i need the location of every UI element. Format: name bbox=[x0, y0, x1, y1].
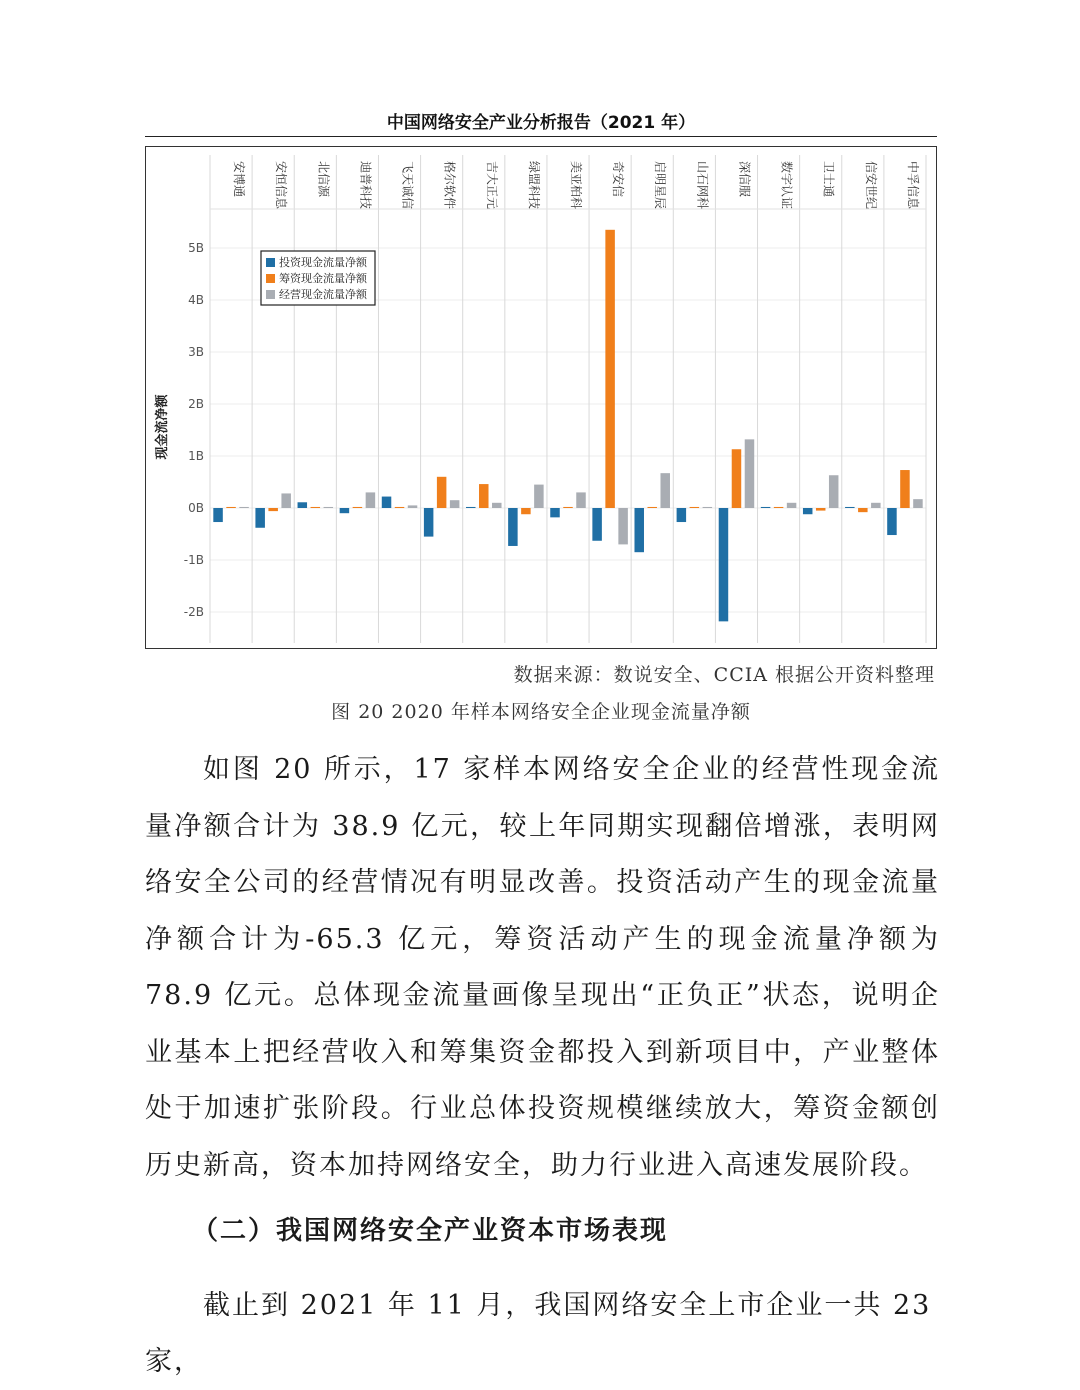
cash-flow-chart bbox=[145, 146, 937, 649]
bar-financing bbox=[437, 477, 447, 508]
bar-operating bbox=[450, 500, 460, 508]
category-label: 信安世纪 bbox=[863, 161, 878, 210]
bar-financing bbox=[690, 507, 700, 508]
category-label: 安恒信息 bbox=[274, 161, 289, 210]
bar-operating bbox=[660, 473, 670, 508]
category-label: 绿盟科技 bbox=[526, 161, 541, 210]
body-paragraph-2: 截止到 2021 年 11 月，我国网络安全上市企业一共 23 家， bbox=[145, 1290, 932, 1377]
bar-financing bbox=[268, 508, 278, 511]
bar-investing bbox=[634, 508, 644, 552]
bar-investing bbox=[719, 508, 729, 621]
chart-svg bbox=[146, 147, 935, 647]
legend-swatch bbox=[266, 258, 275, 267]
legend-swatch bbox=[266, 290, 275, 299]
bar-investing bbox=[382, 497, 392, 508]
bar-operating bbox=[703, 507, 713, 508]
bar-financing bbox=[858, 508, 868, 512]
bar-investing bbox=[845, 507, 855, 508]
bar-financing bbox=[521, 508, 531, 514]
figure-caption: 图 20 2020 年样本网络安全企业现金流量净额 bbox=[331, 701, 751, 723]
bar-financing bbox=[226, 507, 236, 508]
y-tick-label: 5B bbox=[188, 241, 204, 255]
legend-swatch bbox=[266, 274, 275, 283]
bar-investing bbox=[340, 508, 350, 513]
bar-investing bbox=[466, 507, 476, 508]
category-label: 卫士通 bbox=[821, 161, 836, 198]
y-tick-label: 1B bbox=[188, 449, 204, 463]
bar-investing bbox=[424, 508, 434, 537]
legend-entry: 筹资现金流量净额 bbox=[279, 272, 367, 285]
bar-operating bbox=[408, 505, 418, 508]
bar-financing bbox=[311, 507, 321, 508]
bar-financing bbox=[395, 507, 405, 508]
category-label: 吉大正元 bbox=[484, 161, 499, 210]
bar-financing bbox=[647, 507, 657, 508]
category-label: 启明星辰 bbox=[653, 161, 668, 210]
category-label: 中孚信息 bbox=[905, 161, 920, 210]
bar-financing bbox=[605, 230, 615, 508]
bar-operating bbox=[745, 439, 755, 508]
bar-operating bbox=[492, 503, 502, 508]
section-heading: （二）我国网络安全产业资本市场表现 bbox=[192, 1216, 669, 1246]
bar-financing bbox=[816, 508, 826, 511]
bar-financing bbox=[774, 507, 784, 508]
y-tick-label: -2B bbox=[183, 605, 204, 619]
bar-operating bbox=[829, 475, 839, 508]
y-tick-label: 3B bbox=[188, 345, 204, 359]
data-source: 数据来源：数说安全、CCIA 根据公开资料整理 bbox=[513, 664, 935, 686]
bar-operating bbox=[366, 492, 376, 508]
header-rule bbox=[145, 136, 937, 137]
category-label: 北信源 bbox=[316, 161, 331, 198]
y-tick-label: 2B bbox=[188, 397, 204, 411]
y-axis-label: 现金流净额 bbox=[155, 394, 170, 460]
y-tick-label: 4B bbox=[188, 293, 204, 307]
bar-financing bbox=[479, 484, 489, 508]
bar-investing bbox=[508, 508, 517, 546]
category-label: 迪普科技 bbox=[358, 161, 373, 210]
category-label: 深信服 bbox=[737, 161, 752, 198]
bar-operating bbox=[534, 485, 544, 508]
category-label: 奇安信 bbox=[611, 161, 626, 198]
bar-financing bbox=[732, 449, 742, 508]
bar-investing bbox=[592, 508, 602, 541]
category-label: 山石网科 bbox=[695, 161, 710, 210]
bar-financing bbox=[563, 507, 573, 508]
category-label: 格尔软件 bbox=[442, 161, 457, 210]
legend-entry: 经营现金流量净额 bbox=[279, 288, 367, 301]
bar-investing bbox=[213, 508, 223, 522]
bar-investing bbox=[803, 508, 813, 514]
category-label: 数字认证 bbox=[779, 161, 794, 210]
bar-operating bbox=[576, 492, 586, 508]
bar-financing bbox=[353, 507, 363, 508]
bar-investing bbox=[887, 508, 897, 535]
bar-investing bbox=[550, 508, 560, 517]
body-paragraph: 如图 20 所示，17 家样本网络安全企业的经营性现金流量净额合计为 38.9 亿元，较上年同期实现翻倍增涨，表明网络安全公司的经营情况有明显改善。投资活动产生的现金流量净额合计为-65.3 亿元，筹资活动产生的现金流量净额为 78.9 亿元。总体现金流量画像呈现出“正负正”状态，说明企业基本上把经营收入和筹集资金都投入到新项目中，产业整体处于加速扩张阶段。行业总体投资规模继续放大，筹资金额创历史新高，资本加持网络安全，助力行业进入高速发展阶段。 bbox=[145, 754, 940, 1181]
bar-investing bbox=[298, 502, 308, 508]
bar-operating bbox=[618, 508, 628, 544]
bar-operating bbox=[281, 493, 291, 508]
bar-investing bbox=[677, 508, 687, 522]
category-label: 安博通 bbox=[232, 161, 247, 198]
page-header-title: 中国网络安全产业分析报告（2021 年） bbox=[386, 113, 696, 133]
bar-operating bbox=[787, 503, 797, 508]
bar-financing bbox=[900, 470, 910, 508]
y-tick-label: 0B bbox=[188, 501, 204, 515]
category-label: 飞天诚信 bbox=[400, 161, 415, 210]
y-tick-label: -1B bbox=[183, 553, 204, 567]
bar-operating bbox=[913, 499, 923, 508]
bar-operating bbox=[324, 507, 334, 508]
category-label: 美亚柏科 bbox=[569, 161, 583, 210]
bar-operating bbox=[239, 507, 249, 508]
legend-entry: 投资现金流量净额 bbox=[279, 256, 367, 269]
bar-operating bbox=[871, 503, 881, 508]
bar-investing bbox=[761, 507, 771, 508]
bar-investing bbox=[255, 508, 264, 528]
